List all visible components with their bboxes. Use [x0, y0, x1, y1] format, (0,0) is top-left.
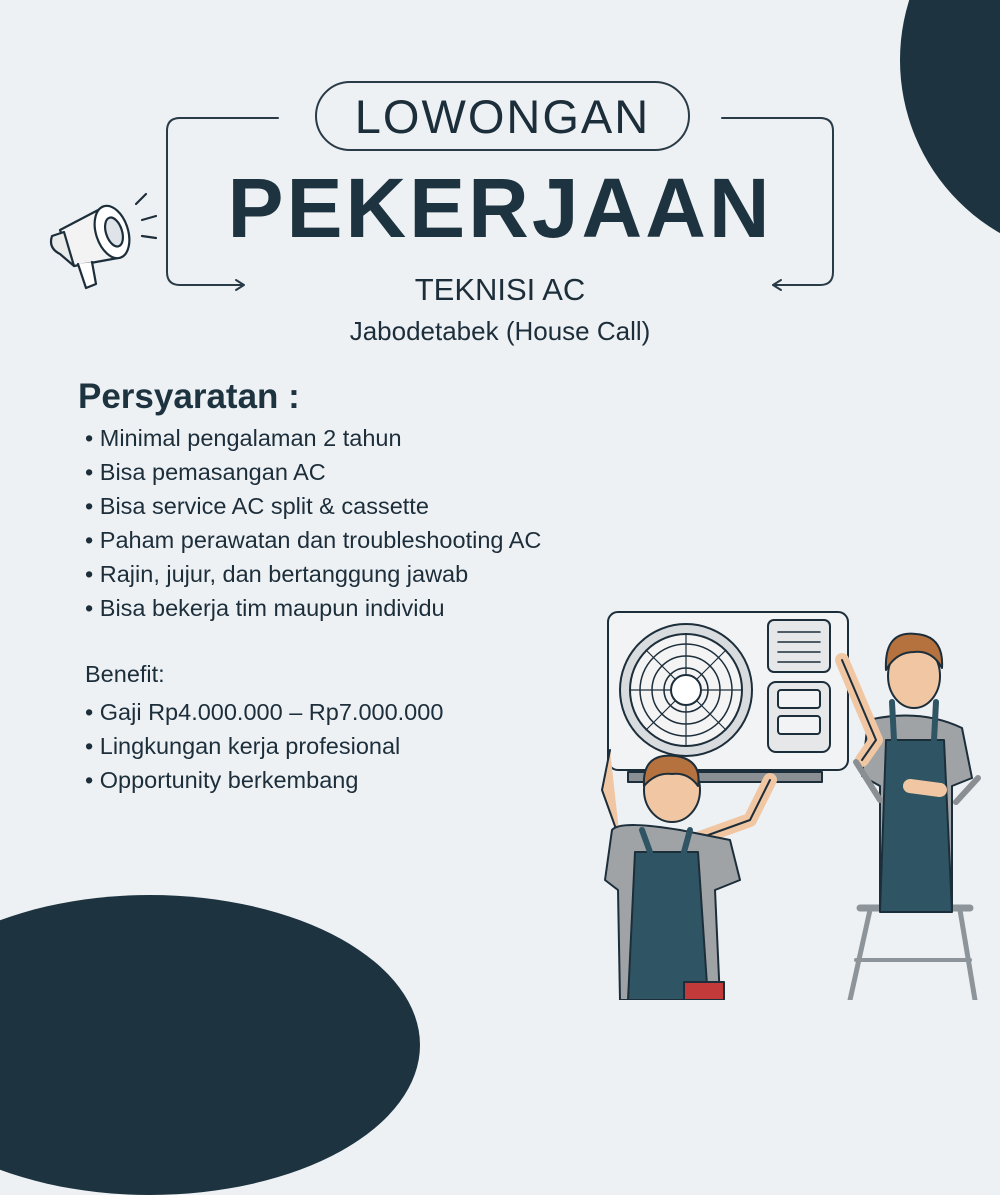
requirement-item: • Bisa service AC split & cassette: [85, 489, 541, 523]
megaphone-icon: [40, 180, 165, 300]
benefits-title: Benefit:: [85, 661, 165, 687]
requirements-list: [85, 421, 541, 625]
job-title: TEKNISI AC: [414, 272, 586, 307]
benefit-item: • Opportunity berkembang: [85, 763, 443, 797]
requirement-item: • Paham perawatan dan troubleshooting AC: [85, 523, 541, 557]
benefit-item: • Gaji Rp4.000.000 – Rp7.000.000: [85, 695, 443, 729]
job-location: Jabodetabek (House Call): [349, 316, 651, 346]
headline: PEKERJAAN: [227, 161, 773, 255]
benefits-list: [85, 695, 443, 797]
requirement-item: • Bisa pemasangan AC: [85, 455, 541, 489]
corner-blob-bottom-left: [0, 895, 420, 1195]
eyebrow-pill: [315, 81, 690, 151]
requirement-item: • Bisa bekerja tim maupun individu: [85, 591, 541, 625]
eyebrow-text: LOWONGAN: [354, 89, 651, 143]
benefit-item: • Lingkungan kerja profesional: [85, 729, 443, 763]
requirement-item: • Rajin, jujur, dan bertanggung jawab: [85, 557, 541, 591]
corner-blob-top-right: [900, 0, 1000, 260]
requirements-title: Persyaratan :: [78, 377, 300, 416]
ac-technicians-illustration: [580, 590, 1000, 1000]
requirement-item: • Minimal pengalaman 2 tahun: [85, 421, 541, 455]
